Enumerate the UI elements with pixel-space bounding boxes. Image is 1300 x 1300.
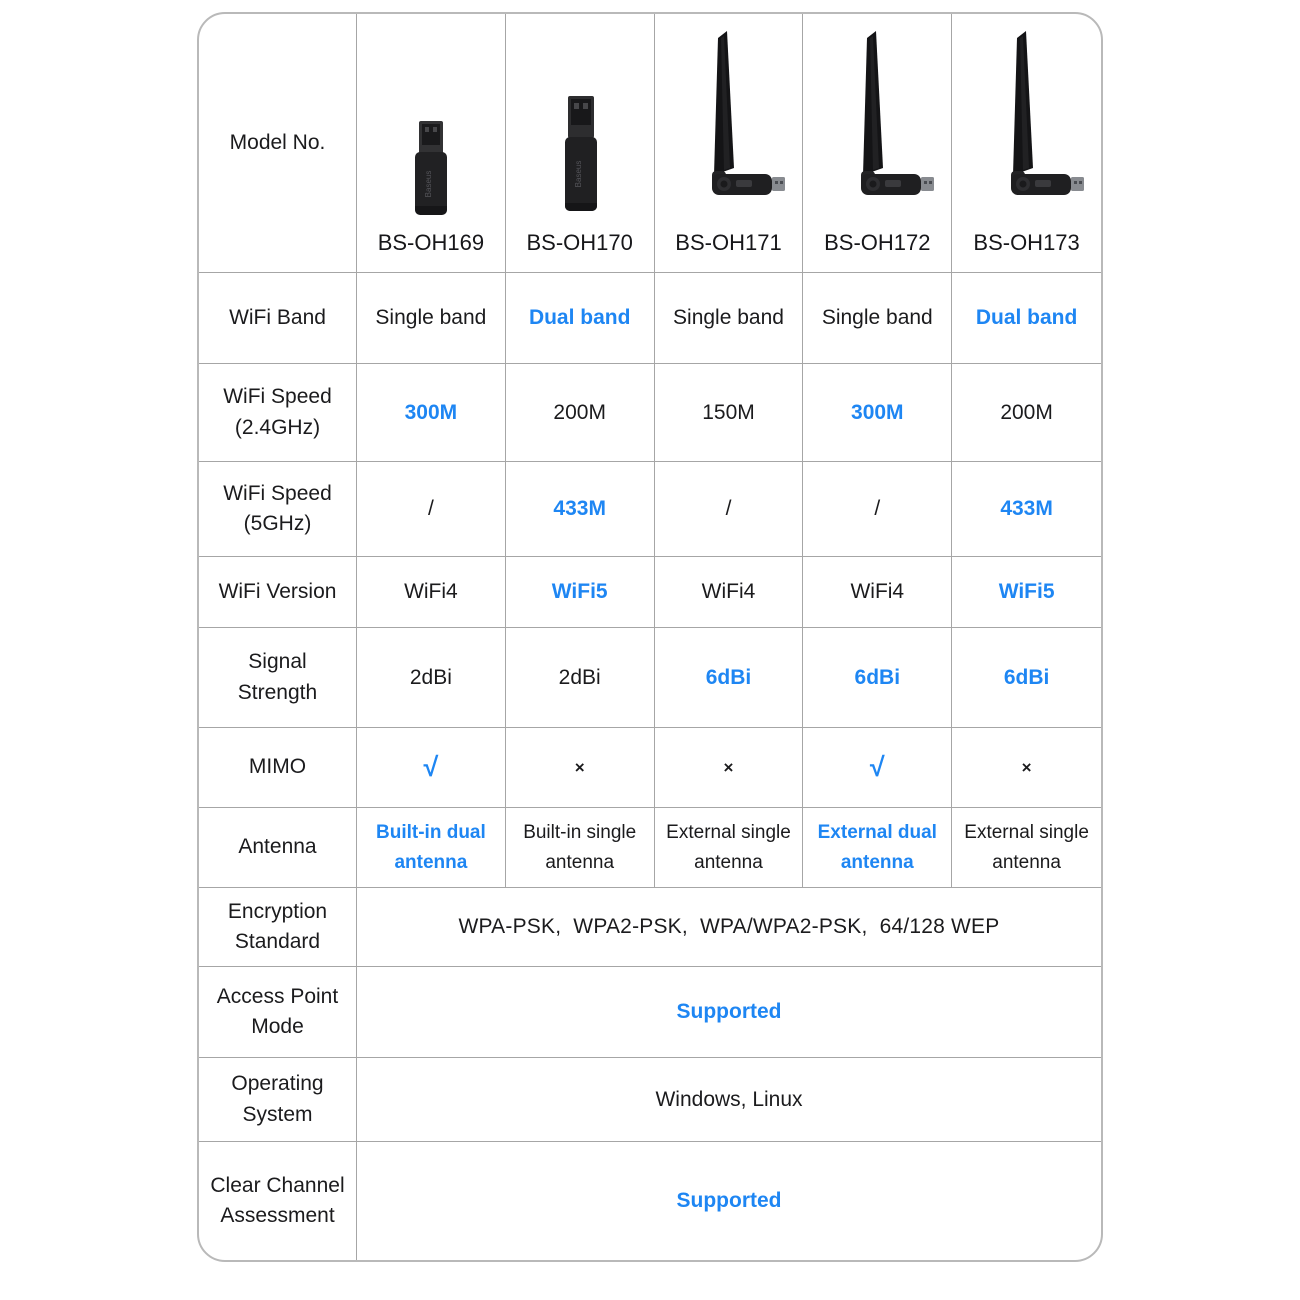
- row-label-mimo: MIMO: [199, 728, 357, 808]
- row-label-wifi-version: WiFi Version: [199, 557, 357, 628]
- signal-strength-cell: 2dBi: [357, 628, 506, 728]
- row-label-wifi-speed-24ghz: WiFi Speed (2.4GHz): [199, 364, 357, 462]
- antenna-adapter-image: [668, 28, 788, 220]
- model-no-label: Model No.: [199, 14, 357, 273]
- signal-strength-cell: 6dBi: [655, 628, 804, 728]
- product-image-wrap: [803, 14, 951, 220]
- antenna-cell: External dual antenna: [803, 808, 952, 888]
- wifi-version-cell: WiFi4: [357, 557, 506, 628]
- wifi-version-cell: WiFi5: [952, 557, 1101, 628]
- row-label-clear-channel-assessment: Clear Channel Assessment: [199, 1142, 357, 1260]
- mimo-cross-icon: ×: [655, 728, 804, 808]
- wifi-version-cell: WiFi4: [803, 557, 952, 628]
- wifi-band-cell: Single band: [357, 273, 506, 364]
- encryption-standard-value: WPA-PSK, WPA2-PSK, WPA/WPA2-PSK, 64/128 WEP: [357, 888, 1101, 967]
- brand-mark: Baseus: [573, 160, 583, 188]
- wifi-version-cell: WiFi4: [655, 557, 804, 628]
- clear-channel-assessment-value: Supported: [676, 1189, 782, 1212]
- wifi-speed-24-cell: 200M: [506, 364, 655, 462]
- product-column-bs-oh169: [357, 14, 506, 273]
- row-label-wifi-band: WiFi Band: [199, 273, 357, 364]
- brand-mark: Baseus: [423, 170, 433, 198]
- wifi-speed-5-cell: /: [357, 462, 506, 557]
- product-image-wrap: [506, 14, 654, 220]
- product-column-bs-oh170: [506, 14, 655, 273]
- antenna-cell: External single antenna: [952, 808, 1101, 888]
- model-name: BS-OH171: [675, 230, 782, 255]
- wifi-version-cell: WiFi5: [506, 557, 655, 628]
- product-image-wrap: [952, 14, 1101, 220]
- operating-system-value: Windows, Linux: [357, 1058, 1101, 1142]
- access-point-mode-value: Supported: [357, 967, 1101, 1058]
- product-image-wrap: [357, 14, 505, 220]
- row-label-antenna: Antenna: [199, 808, 357, 888]
- wifi-band-cell: Dual band: [506, 273, 655, 364]
- mimo-cross-icon: ×: [952, 728, 1101, 808]
- model-name: BS-OH169: [377, 230, 485, 255]
- antenna-cell: External single antenna: [655, 808, 804, 888]
- mimo-cross-icon: ×: [506, 728, 655, 808]
- wifi-speed-5-cell: /: [803, 462, 952, 557]
- antenna-adapter-image: [817, 28, 937, 220]
- wifi-speed-5-cell: 433M: [506, 462, 655, 557]
- signal-strength-cell: 6dBi: [952, 628, 1101, 728]
- product-image-wrap: [655, 14, 803, 220]
- mimo-check-icon: √: [357, 728, 506, 808]
- model-name: BS-OH170: [526, 230, 633, 255]
- signal-strength-cell: 2dBi: [506, 628, 655, 728]
- usb-dongle-compact-image: [404, 118, 458, 220]
- wifi-speed-24-cell: 200M: [952, 364, 1101, 462]
- product-column-bs-oh173: [952, 14, 1101, 273]
- wifi-speed-24-cell: 150M: [655, 364, 804, 462]
- antenna-cell: Built-in dual antenna: [357, 808, 506, 888]
- model-name: BS-OH173: [973, 230, 1080, 255]
- wifi-speed-5-cell: /: [655, 462, 804, 557]
- model-name: BS-OH172: [824, 230, 931, 255]
- row-label-encryption-standard: Encryption Standard: [199, 888, 357, 967]
- wifi-band-cell: Dual band: [952, 273, 1101, 364]
- row-label-wifi-speed-5ghz: WiFi Speed (5GHz): [199, 462, 357, 557]
- row-label-operating-system: Operating System: [199, 1058, 357, 1142]
- comparison-table: [197, 12, 1103, 1262]
- product-column-bs-oh171: [655, 14, 804, 273]
- wifi-speed-24-cell: 300M: [803, 364, 952, 462]
- signal-strength-cell: 6dBi: [803, 628, 952, 728]
- antenna-cell: Built-in single antenna: [506, 808, 655, 888]
- mimo-check-icon: √: [803, 728, 952, 808]
- wifi-speed-24-cell: 300M: [357, 364, 506, 462]
- wifi-speed-5-cell: 433M: [952, 462, 1101, 557]
- usb-dongle-image: [552, 94, 608, 220]
- row-label-access-point-mode: Access Point Mode: [199, 967, 357, 1058]
- product-column-bs-oh172: [803, 14, 952, 273]
- row-label-signal-strength: Signal Strength: [199, 628, 357, 728]
- antenna-adapter-image: [967, 28, 1087, 220]
- wifi-band-cell: Single band: [803, 273, 952, 364]
- wifi-band-cell: Single band: [655, 273, 804, 364]
